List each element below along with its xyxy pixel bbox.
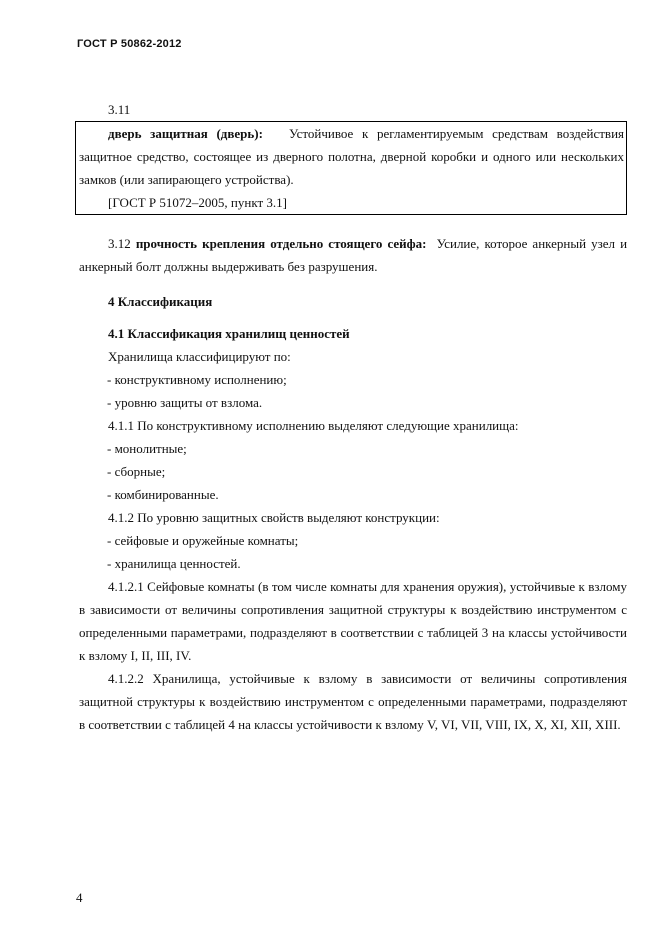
criteria-item: - конструктивному исполнению; [107,372,287,387]
design-type-item: - комбинированные. [107,487,219,502]
definition-text-3-11: Устойчивое к регламентируемым средствам воздействия защитное средство, состоящее из дверного полотна, дверной коробки и одного или нескольких замков (или запирающего устройства). [79,126,625,187]
definition-box-3-11 [75,121,627,215]
protection-type-item: - хранилища ценностей. [107,556,241,571]
page-number: 4 [76,890,83,905]
criteria-item: - уровню защиты от взлома. [107,395,263,410]
source-reference-3-11: [ГОСТ Р 51072–2005, пункт 3.1] [108,195,287,210]
definition-3-12 [79,232,627,278]
classification-intro: Хранилища классифицируют по: [108,349,291,364]
paragraph-4-1-2-1: 4.1.2.1 Сейфовые комнаты (в том числе комнаты для хранения оружия), устойчивые к взлому в зависимости от величины сопротивления защитной структуры к воздействию инструментом с определенными параметрами, подразделяют в соответствии с таблицей 3 на классы устойчивости к взлому I, II, III, IV. [79,579,627,663]
paragraph-4-1-2-2: 4.1.2.2 Хранилища, устойчивые к взлому в зависимости от величины сопротивления защитной структуры к воздействию инструментом с определенными параметрами, подразделяют в соответствии с таблицей 4 на классы устойчивости к взлому V, VI, VII, VIII, IX, X, XI, XII, XIII. [79,671,627,732]
paragraph-4-1-1: 4.1.1 По конструктивному исполнению выделяют следующие хранилища: [108,418,519,433]
design-type-item: - монолитные; [107,441,187,456]
subsection-title-4-1: 4.1 Классификация хранилищ ценностей [108,326,350,341]
definition-3-11 [76,122,624,191]
item-number-3-11: 3.11 [108,102,131,117]
protection-type-item: - сейфовые и оружейные комнаты; [107,533,299,548]
section-title-4: 4 Классификация [108,294,213,309]
item-number-3-12: 3.12 [108,236,131,251]
paragraph-4-1-2: 4.1.2 По уровню защитных свойств выделяют конструкции: [108,510,440,525]
page-content [79,98,627,736]
definition-text-3-12: Усилие, которое анкерный узел и анкерный болт должны выдерживать без разрушения. [79,236,628,274]
document-code-header: ГОСТ Р 50862-2012 [77,38,182,50]
term-3-12: прочность крепления отдельно стоящего сейфа: [135,236,427,251]
design-type-item: - сборные; [107,464,166,479]
term-3-11: дверь защитная (дверь): [108,126,263,141]
